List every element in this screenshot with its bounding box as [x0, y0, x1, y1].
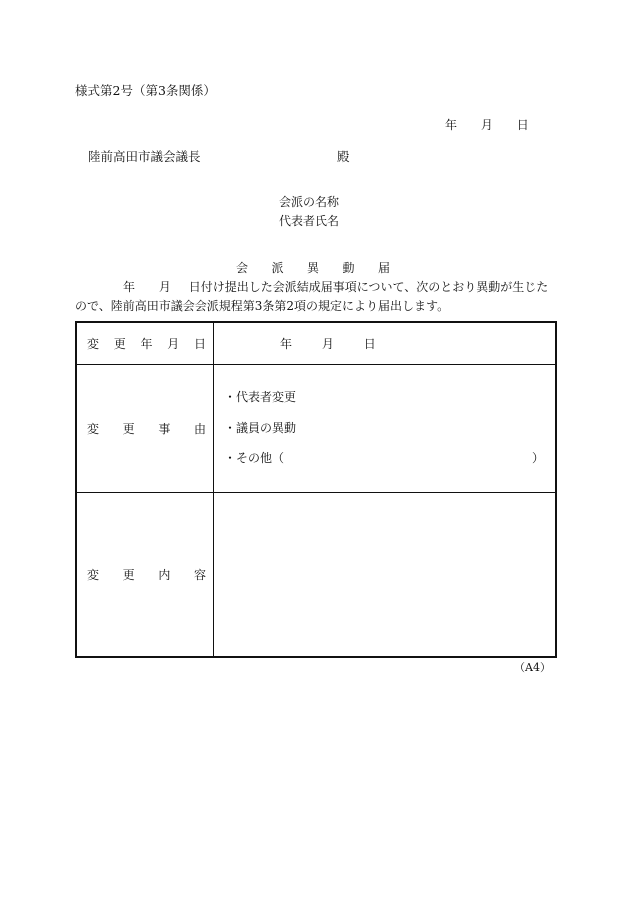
addressee-name: 陸前高田市議会議長 [88, 149, 201, 164]
date-day: 日 [516, 118, 529, 132]
form-number: 様式第2号（第3条関係） [75, 83, 216, 98]
faction-name-label: 会派の名称 [279, 195, 340, 209]
title-char: 動 [342, 261, 355, 275]
value-change-date[interactable] [214, 322, 557, 364]
title-char: 届 [377, 261, 390, 275]
reason-representative-change: ・代表者変更 [224, 389, 297, 404]
label-char: 更 [122, 421, 135, 436]
reason-other-close: ） [532, 450, 545, 465]
value-year: 年 [280, 336, 293, 351]
label-char: 内 [158, 567, 171, 582]
label-char: 年 [140, 336, 153, 351]
title-char: 異 [306, 261, 319, 275]
label-char: 事 [158, 421, 171, 436]
title-char: 会 [236, 261, 249, 275]
row-change-date [76, 322, 556, 364]
change-form-table [75, 321, 557, 658]
paper-size: （A4） [514, 661, 551, 674]
label-char: 日 [193, 336, 206, 351]
body-month: 月 [158, 280, 171, 294]
value-change-reason[interactable] [214, 364, 557, 492]
row-change-reason [76, 364, 556, 492]
label-char: 容 [193, 567, 206, 582]
body-line-2: ので、陸前高田市議会会派規程第3条第2項の規定により届出します。 [75, 299, 450, 313]
reason-other: ・その他（ [224, 450, 285, 465]
date-month: 月 [480, 118, 493, 132]
label-char: 由 [193, 421, 206, 436]
label-char: 変 [87, 421, 100, 436]
label-char: 更 [122, 567, 135, 582]
representative-label: 代表者氏名 [279, 214, 340, 228]
form-title [236, 262, 390, 274]
label-char: 変 [87, 567, 100, 582]
date-line [445, 119, 529, 131]
body-line-1 [123, 281, 548, 293]
title-char: 派 [271, 261, 284, 275]
value-month: 月 [321, 336, 334, 351]
label-change-date [76, 322, 214, 364]
label-change-reason [76, 364, 214, 492]
value-change-content[interactable] [214, 492, 557, 657]
label-char: 変 [87, 336, 100, 351]
body-rest: 日付け提出した会派結成届事項について、次のとおり異動が生じた [188, 280, 549, 294]
reason-member-change: ・議員の異動 [224, 420, 297, 435]
label-char: 更 [113, 336, 126, 351]
addressee-honorific: 殿 [337, 149, 350, 164]
label-char: 月 [167, 336, 180, 351]
value-day: 日 [363, 336, 376, 351]
row-change-content [76, 492, 556, 657]
body-year: 年 [123, 280, 136, 294]
label-change-content [76, 492, 214, 657]
date-year: 年 [445, 118, 458, 132]
